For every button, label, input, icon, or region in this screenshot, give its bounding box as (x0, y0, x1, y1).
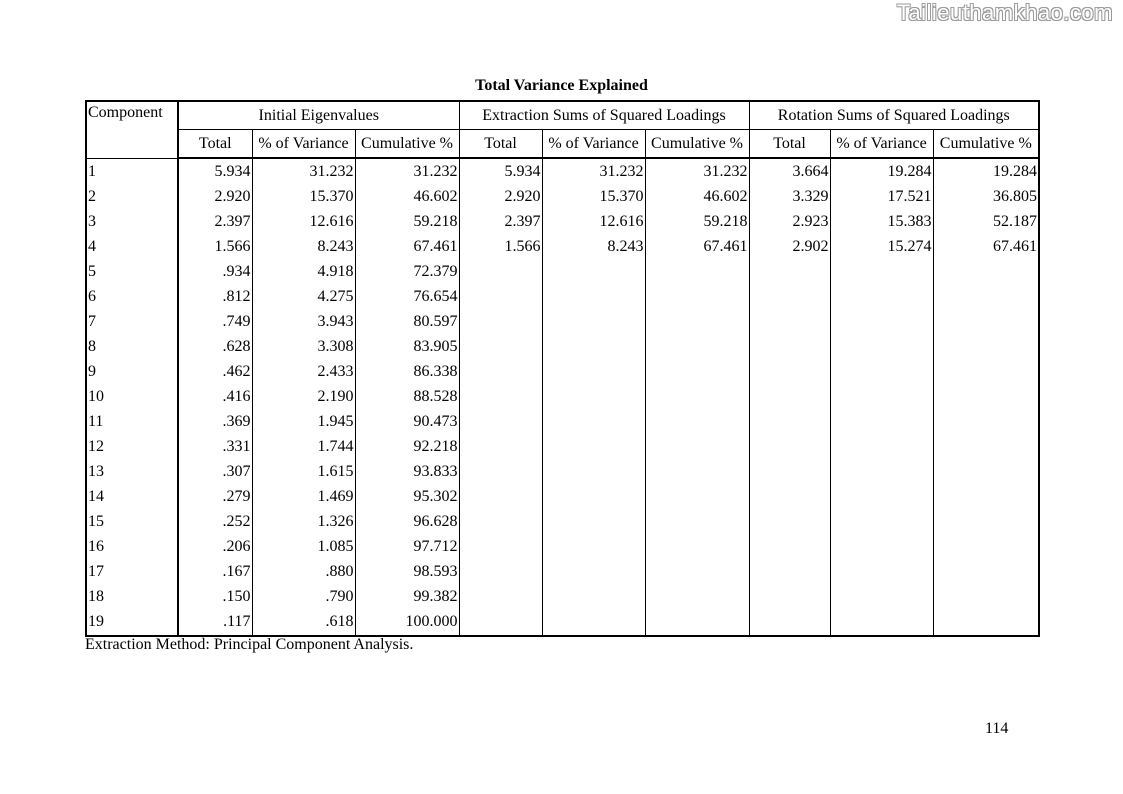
value-cell: 8.243 (542, 234, 645, 259)
value-cell (645, 509, 749, 534)
value-cell (830, 384, 933, 409)
extraction-total-header: Total (459, 130, 542, 159)
value-cell: .812 (178, 284, 252, 309)
value-cell (830, 359, 933, 384)
value-cell (749, 609, 830, 636)
value-cell (830, 609, 933, 636)
table-row (86, 609, 1039, 636)
value-cell: 15.370 (252, 184, 355, 209)
value-cell (542, 584, 645, 609)
value-cell: .618 (252, 609, 355, 636)
value-cell: 31.232 (252, 158, 355, 184)
value-cell (933, 484, 1039, 509)
value-cell: .790 (252, 584, 355, 609)
value-cell (542, 534, 645, 559)
component-number-cell: 19 (86, 609, 178, 636)
value-cell (542, 284, 645, 309)
value-cell: 98.593 (355, 559, 459, 584)
value-cell: .150 (178, 584, 252, 609)
value-cell (645, 259, 749, 284)
component-number-cell: 18 (86, 584, 178, 609)
value-cell: 1.326 (252, 509, 355, 534)
value-cell (459, 459, 542, 484)
value-cell (645, 609, 749, 636)
value-cell (645, 409, 749, 434)
value-cell (542, 484, 645, 509)
rotation-sums-header: Rotation Sums of Squared Loadings (749, 101, 1039, 130)
component-number-cell: 7 (86, 309, 178, 334)
component-number-cell: 5 (86, 259, 178, 284)
value-cell: 1.615 (252, 459, 355, 484)
value-cell: .369 (178, 409, 252, 434)
value-cell: 12.616 (252, 209, 355, 234)
value-cell (459, 334, 542, 359)
value-cell (830, 584, 933, 609)
table-row (86, 158, 1039, 184)
value-cell: 72.379 (355, 259, 459, 284)
value-cell: 5.934 (459, 158, 542, 184)
value-cell (645, 334, 749, 359)
value-cell (933, 609, 1039, 636)
value-cell (749, 509, 830, 534)
value-cell: .167 (178, 559, 252, 584)
rotation-total-header: Total (749, 130, 830, 159)
extraction-variance-header: % of Variance (542, 130, 645, 159)
value-cell: 88.528 (355, 384, 459, 409)
value-cell: 36.805 (933, 184, 1039, 209)
component-number-cell: 4 (86, 234, 178, 259)
value-cell: 19.284 (830, 158, 933, 184)
value-cell (459, 259, 542, 284)
value-cell (645, 559, 749, 584)
value-cell (749, 434, 830, 459)
value-cell: 52.187 (933, 209, 1039, 234)
value-cell (459, 609, 542, 636)
component-number-cell: 9 (86, 359, 178, 384)
value-cell: 3.943 (252, 309, 355, 334)
value-cell (459, 384, 542, 409)
value-cell (749, 459, 830, 484)
value-cell (830, 484, 933, 509)
value-cell: 31.232 (645, 158, 749, 184)
value-cell (830, 309, 933, 334)
value-cell (830, 534, 933, 559)
table-row (86, 259, 1039, 284)
value-cell (830, 284, 933, 309)
table-row (86, 484, 1039, 509)
value-cell (542, 384, 645, 409)
value-cell (542, 409, 645, 434)
value-cell (645, 284, 749, 309)
value-cell (542, 359, 645, 384)
value-cell: 83.905 (355, 334, 459, 359)
table-row (86, 409, 1039, 434)
value-cell (749, 284, 830, 309)
value-cell (933, 409, 1039, 434)
value-cell: 76.654 (355, 284, 459, 309)
value-cell: 2.397 (459, 209, 542, 234)
component-header: Component (86, 101, 178, 158)
header-sub-row (86, 130, 1039, 159)
value-cell (933, 559, 1039, 584)
value-cell (459, 534, 542, 559)
value-cell: .206 (178, 534, 252, 559)
value-cell: 96.628 (355, 509, 459, 534)
value-cell: 2.433 (252, 359, 355, 384)
value-cell (459, 359, 542, 384)
component-number-cell: 8 (86, 334, 178, 359)
table-row (86, 284, 1039, 309)
table-row (86, 209, 1039, 234)
value-cell: 3.664 (749, 158, 830, 184)
value-cell (645, 584, 749, 609)
table-row (86, 184, 1039, 209)
component-number-cell: 17 (86, 559, 178, 584)
value-cell (933, 584, 1039, 609)
value-cell: 4.275 (252, 284, 355, 309)
value-cell (933, 284, 1039, 309)
value-cell: 67.461 (645, 234, 749, 259)
value-cell: .462 (178, 359, 252, 384)
initial-total-header: Total (178, 130, 252, 159)
value-cell: 2.923 (749, 209, 830, 234)
value-cell (645, 459, 749, 484)
value-cell (542, 434, 645, 459)
table-title: Total Variance Explained (475, 77, 648, 94)
value-cell (459, 409, 542, 434)
value-cell: 15.274 (830, 234, 933, 259)
value-cell: 59.218 (355, 209, 459, 234)
value-cell (459, 559, 542, 584)
value-cell: 67.461 (933, 234, 1039, 259)
value-cell: 31.232 (355, 158, 459, 184)
value-cell: 2.920 (459, 184, 542, 209)
component-number-cell: 6 (86, 284, 178, 309)
table-row (86, 384, 1039, 409)
value-cell: 12.616 (542, 209, 645, 234)
value-cell: 99.382 (355, 584, 459, 609)
value-cell: 1.566 (178, 234, 252, 259)
value-cell: 1.945 (252, 409, 355, 434)
value-cell: 2.902 (749, 234, 830, 259)
value-cell (749, 334, 830, 359)
value-cell: .749 (178, 309, 252, 334)
extraction-cumulative-header: Cumulative % (645, 130, 749, 159)
value-cell: 17.521 (830, 184, 933, 209)
value-cell (830, 559, 933, 584)
value-cell: 1.744 (252, 434, 355, 459)
table-row (86, 584, 1039, 609)
value-cell (749, 559, 830, 584)
value-cell (933, 359, 1039, 384)
value-cell (749, 384, 830, 409)
component-number-cell: 10 (86, 384, 178, 409)
value-cell (459, 434, 542, 459)
value-cell: 19.284 (933, 158, 1039, 184)
table-row (86, 559, 1039, 584)
value-cell: .307 (178, 459, 252, 484)
value-cell (933, 259, 1039, 284)
value-cell (749, 309, 830, 334)
value-cell (749, 409, 830, 434)
value-cell: .628 (178, 334, 252, 359)
table-row (86, 434, 1039, 459)
value-cell (459, 584, 542, 609)
value-cell: 3.329 (749, 184, 830, 209)
value-cell (830, 459, 933, 484)
table-row (86, 359, 1039, 384)
value-cell: 100.000 (355, 609, 459, 636)
value-cell: 2.397 (178, 209, 252, 234)
value-cell (933, 534, 1039, 559)
value-cell (542, 609, 645, 636)
table-row (86, 534, 1039, 559)
component-number-cell: 14 (86, 484, 178, 509)
value-cell: .331 (178, 434, 252, 459)
value-cell: 92.218 (355, 434, 459, 459)
value-cell: .416 (178, 384, 252, 409)
value-cell (749, 259, 830, 284)
rotation-variance-header: % of Variance (830, 130, 933, 159)
value-cell: 1.469 (252, 484, 355, 509)
value-cell: 2.920 (178, 184, 252, 209)
value-cell: 4.918 (252, 259, 355, 284)
value-cell (542, 259, 645, 284)
value-cell (542, 509, 645, 534)
component-number-cell: 12 (86, 434, 178, 459)
table-body (86, 158, 1039, 636)
value-cell: 31.232 (542, 158, 645, 184)
component-number-cell: 15 (86, 509, 178, 534)
value-cell (933, 509, 1039, 534)
value-cell: 80.597 (355, 309, 459, 334)
table-row (86, 234, 1039, 259)
value-cell: 15.383 (830, 209, 933, 234)
component-number-cell: 16 (86, 534, 178, 559)
value-cell: .880 (252, 559, 355, 584)
value-cell: 86.338 (355, 359, 459, 384)
value-cell: 8.243 (252, 234, 355, 259)
value-cell (645, 484, 749, 509)
value-cell (459, 509, 542, 534)
value-cell (749, 584, 830, 609)
component-number-cell: 3 (86, 209, 178, 234)
value-cell (830, 434, 933, 459)
value-cell: 46.602 (355, 184, 459, 209)
footnote: Extraction Method: Principal Component Analysis. (85, 636, 414, 653)
value-cell: .934 (178, 259, 252, 284)
table-row (86, 459, 1039, 484)
value-cell: 90.473 (355, 409, 459, 434)
table-row (86, 509, 1039, 534)
value-cell (830, 259, 933, 284)
value-cell (459, 484, 542, 509)
value-cell: 97.712 (355, 534, 459, 559)
value-cell (542, 559, 645, 584)
value-cell (645, 359, 749, 384)
initial-eigenvalues-header: Initial Eigenvalues (178, 101, 459, 130)
initial-variance-header: % of Variance (252, 130, 355, 159)
value-cell (645, 384, 749, 409)
value-cell (542, 309, 645, 334)
component-number-cell: 1 (86, 158, 178, 184)
total-variance-table (85, 100, 1040, 637)
value-cell (933, 459, 1039, 484)
value-cell: .279 (178, 484, 252, 509)
page-number: 114 (985, 720, 1009, 737)
component-number-cell: 11 (86, 409, 178, 434)
value-cell (542, 334, 645, 359)
value-cell (645, 309, 749, 334)
value-cell (933, 384, 1039, 409)
value-cell: 1.566 (459, 234, 542, 259)
value-cell (645, 534, 749, 559)
value-cell (749, 534, 830, 559)
value-cell (830, 409, 933, 434)
value-cell: 2.190 (252, 384, 355, 409)
value-cell (830, 334, 933, 359)
value-cell: 15.370 (542, 184, 645, 209)
value-cell: 67.461 (355, 234, 459, 259)
value-cell (933, 309, 1039, 334)
value-cell: 3.308 (252, 334, 355, 359)
value-cell: .252 (178, 509, 252, 534)
rotation-cumulative-header: Cumulative % (933, 130, 1039, 159)
table-row (86, 334, 1039, 359)
extraction-sums-header: Extraction Sums of Squared Loadings (459, 101, 749, 130)
value-cell (645, 434, 749, 459)
value-cell (749, 484, 830, 509)
header-group-row (86, 101, 1039, 130)
value-cell: 95.302 (355, 484, 459, 509)
table-row (86, 309, 1039, 334)
value-cell (542, 459, 645, 484)
component-number-cell: 2 (86, 184, 178, 209)
value-cell (459, 284, 542, 309)
value-cell (933, 434, 1039, 459)
value-cell: 93.833 (355, 459, 459, 484)
value-cell: .117 (178, 609, 252, 636)
value-cell: 59.218 (645, 209, 749, 234)
value-cell (459, 309, 542, 334)
value-cell: 1.085 (252, 534, 355, 559)
watermark-text: Tailieuthamkhao.com (896, 0, 1113, 25)
value-cell (830, 509, 933, 534)
value-cell: 5.934 (178, 158, 252, 184)
component-number-cell: 13 (86, 459, 178, 484)
value-cell (933, 334, 1039, 359)
value-cell (749, 359, 830, 384)
initial-cumulative-header: Cumulative % (355, 130, 459, 159)
value-cell: 46.602 (645, 184, 749, 209)
